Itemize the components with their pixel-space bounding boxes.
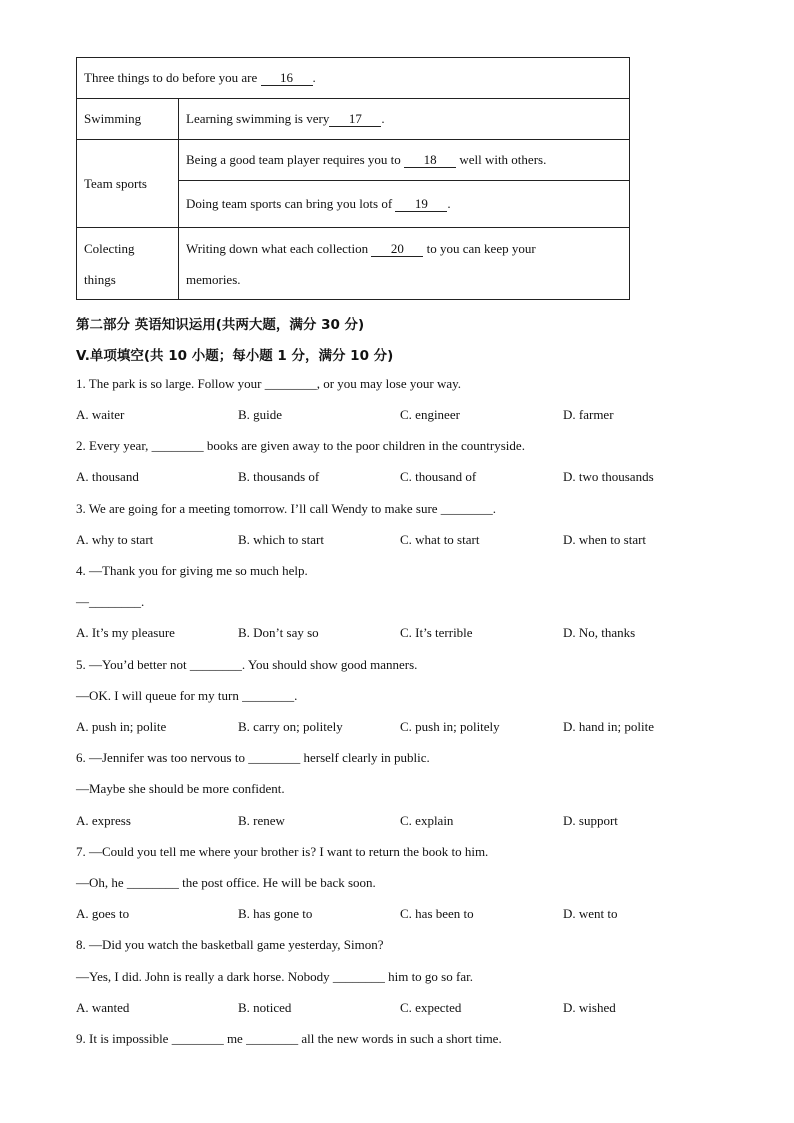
option-c: C. It’s terrible xyxy=(400,625,473,640)
option-d: D. went to xyxy=(563,906,618,921)
option-c: C. what to start xyxy=(400,532,480,547)
fill-in-table xyxy=(76,57,630,300)
blank-17: 17 xyxy=(329,111,381,127)
option-a: A. wanted xyxy=(76,1000,130,1015)
question-line: —________. xyxy=(76,594,145,609)
table-row xyxy=(77,228,630,300)
option-b: B. carry on; politely xyxy=(238,719,343,734)
option-d: D. hand in; polite xyxy=(563,719,654,734)
section-title: V.单项填空(共 10 小题；每小题 1 分，满分 10 分) xyxy=(76,348,394,364)
question-stem: 7. —Could you tell me where your brother is? I want to return the book to him. xyxy=(76,844,489,859)
option-b: B. Don’t say so xyxy=(238,625,319,640)
table-row xyxy=(77,99,630,140)
blank-16: 16 xyxy=(261,70,313,86)
option-d: D. two thousands xyxy=(563,469,654,484)
question-stem: 4. —Thank you for giving me so much help. xyxy=(76,563,308,578)
option-a: A. express xyxy=(76,813,131,828)
option-b: B. which to start xyxy=(238,532,324,547)
blank-19: 19 xyxy=(395,196,447,212)
option-a: A. thousand xyxy=(76,469,139,484)
table-cell xyxy=(179,181,630,228)
category-cell xyxy=(77,228,179,300)
question-stem: 8. —Did you watch the basketball game yesterday, Simon? xyxy=(76,937,384,952)
question-stem: 5. —You’d better not ________. You should show good manners. xyxy=(76,657,418,672)
table-cell xyxy=(179,228,630,300)
table-row xyxy=(77,140,630,181)
question-line: —OK. I will queue for my turn ________. xyxy=(76,688,298,703)
option-b: B. renew xyxy=(238,813,285,828)
question-line: —Maybe she should be more confident. xyxy=(76,781,285,796)
category-cell: Team sports xyxy=(77,140,179,228)
cell-text: Doing team sports can bring you lots of xyxy=(186,196,396,211)
option-a: A. push in; polite xyxy=(76,719,167,734)
option-b: B. thousands of xyxy=(238,469,320,484)
option-c: C. thousand of xyxy=(400,469,477,484)
category-cell: Swimming xyxy=(77,99,179,140)
question-stem: 6. —Jennifer was too nervous to ________ herself clearly in public. xyxy=(76,750,430,765)
table-cell xyxy=(179,99,630,140)
cell-line: memories. xyxy=(186,271,241,287)
question-line: —Yes, I did. John is really a dark horse. Nobody ________ him to go so far. xyxy=(76,969,473,984)
option-a: A. It’s my pleasure xyxy=(76,625,175,640)
option-a: A. goes to xyxy=(76,906,130,921)
option-d: D. when to start xyxy=(563,532,647,547)
category-line: Colecting xyxy=(84,240,135,256)
cell-text: Being a good team player requires you to xyxy=(186,152,405,167)
table-row xyxy=(77,58,630,99)
blank-18: 18 xyxy=(404,152,456,168)
option-d: D. No, thanks xyxy=(563,625,636,640)
cell-line xyxy=(186,233,622,264)
question-stem: 3. We are going for a meeting tomorrow. I’ll call Wendy to make sure ________. xyxy=(76,501,497,516)
option-c: C. push in; politely xyxy=(400,719,500,734)
option-a: A. why to start xyxy=(76,532,154,547)
option-d: D. wished xyxy=(563,1000,616,1015)
question-line: —Oh, he ________ the post office. He will be back soon. xyxy=(76,875,376,890)
option-b: B. noticed xyxy=(238,1000,292,1015)
option-c: C. has been to xyxy=(400,906,474,921)
category-line: things xyxy=(84,271,116,287)
option-b: B. guide xyxy=(238,407,283,422)
cell-text: . xyxy=(312,70,316,85)
option-d: D. support xyxy=(563,813,618,828)
cell-text: well with others. xyxy=(456,152,547,167)
blank-20: 20 xyxy=(371,241,423,257)
option-c: C. explain xyxy=(400,813,454,828)
cell-text: to you can keep your xyxy=(423,240,536,256)
table-cell xyxy=(77,58,630,99)
option-c: C. engineer xyxy=(400,407,460,422)
option-d: D. farmer xyxy=(563,407,614,422)
part-title: 第二部分 英语知识运用(共两大题，满分 30 分) xyxy=(76,317,365,333)
option-a: A. waiter xyxy=(76,407,125,422)
cell-text: Three things to do before you are xyxy=(84,70,261,85)
question-stem: 2. Every year, ________ books are given away to the poor children in the countryside. xyxy=(76,438,525,453)
cell-text: Writing down what each collection xyxy=(186,240,372,256)
cell-text: . xyxy=(447,196,451,211)
question-stem: 9. It is impossible ________ me ________ all the new words in such a short time. xyxy=(76,1031,502,1046)
cell-text: Learning swimming is very xyxy=(186,111,330,126)
option-b: B. has gone to xyxy=(238,906,313,921)
question-stem: 1. The park is so large. Follow your ________, or you may lose your way. xyxy=(76,376,462,391)
option-c: C. expected xyxy=(400,1000,462,1015)
table-cell xyxy=(179,140,630,181)
cell-text: . xyxy=(381,111,385,126)
